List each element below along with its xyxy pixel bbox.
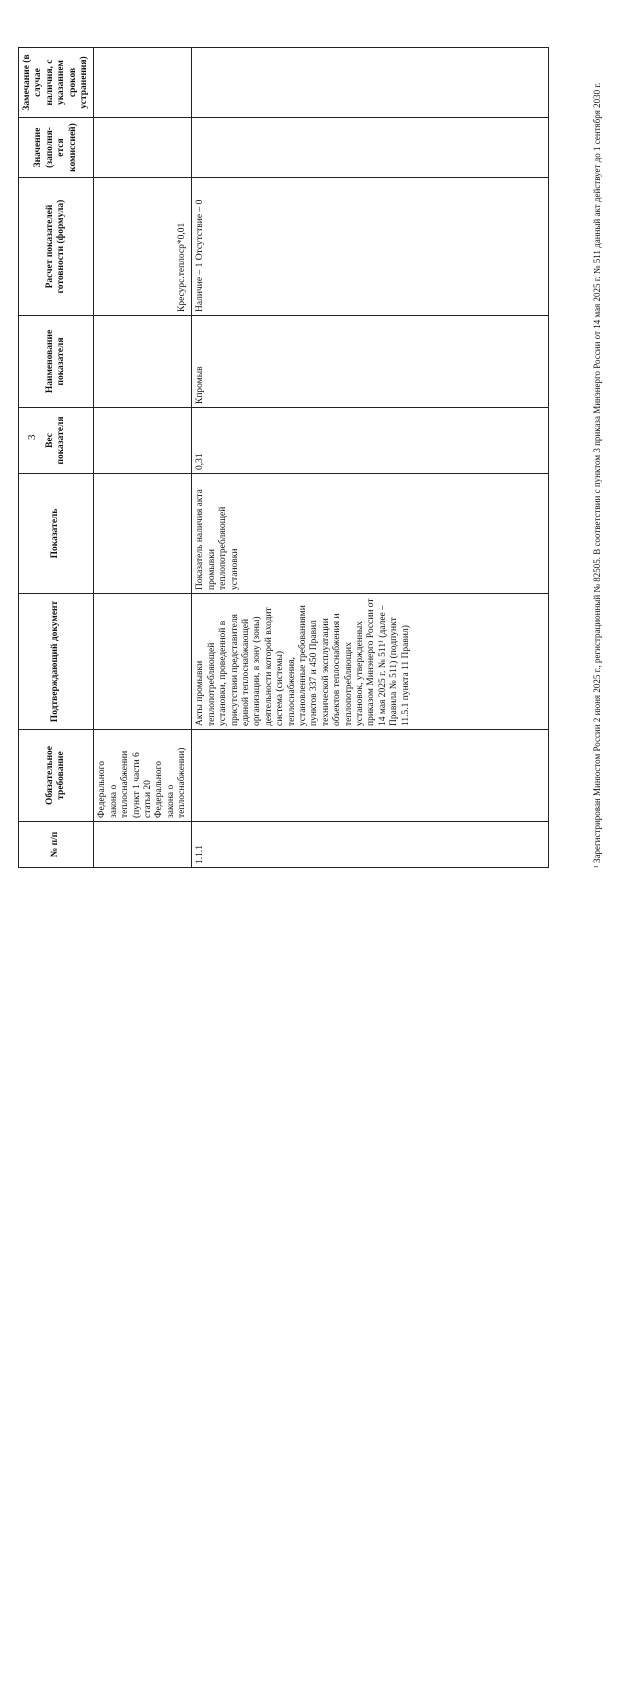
header-requirement: Обязательное требование xyxy=(19,730,94,822)
cell-requirement xyxy=(192,730,549,822)
header-weight: Вес показателя xyxy=(19,408,94,474)
cell-num xyxy=(94,822,192,868)
cell-num: 1.1.1 xyxy=(192,822,549,868)
cell-weight xyxy=(94,408,192,474)
header-formula: Расчет показателей готовности (формула) xyxy=(19,178,94,316)
requirements-table-sheet xyxy=(18,48,540,868)
header-name: Наименование показателя xyxy=(19,316,94,408)
cell-value xyxy=(192,118,549,178)
cell-value xyxy=(94,118,192,178)
header-indicator: Показатель xyxy=(19,474,94,594)
header-document: Подтверждающий документ xyxy=(19,594,94,730)
header-num: № п/п xyxy=(19,822,94,868)
cell-formula: Кресурс.теплоср*0,01 xyxy=(94,178,192,316)
cell-remark xyxy=(94,48,192,118)
cell-indicator: Показатель наличия акта промывки теплопотребляющей установки xyxy=(192,474,549,594)
cell-weight: 0,31 xyxy=(192,408,549,474)
cell-requirement: Федерального закона о теплоснабжении (пункт 1 части 6 статьи 20 Федерального закона о теплоснабжении) xyxy=(94,730,192,822)
cell-name xyxy=(94,316,192,408)
footnote-text: ¹ Зарегистрирован Минюстом России 2 июня 2025 г., регистрационный № 82505. В соответствии с пунктом 3 приказа Минэнерго России от 14 мая 2025 г. № 511 данный акт действует до 1 сентября 2030 г. xyxy=(592,82,602,868)
page-number: 3 xyxy=(26,434,38,440)
cell-name: Кпромыв xyxy=(192,316,549,408)
cell-document: Акты промывки теплопотребляющей установки, проведенной в присутствии представителя единой теплоснабжающей организации, в зону (зоны) деятельности которой входит система (системы) теплоснабжения, установленные требованиями пунктов 337 и 450 Правил технической эксплуатации объектов теплоснабжения и теплопотребляющих установок, утвержденных приказом Минэнерго России от 14 мая 2025 г. № 511¹ (далее – Правила № 511) (подпункт 11.5.1 пункта 11 Правил) xyxy=(192,594,549,730)
header-remark: Замечание (в случае наличия, с указанием сроков устранения) xyxy=(19,48,94,118)
table-row xyxy=(94,48,192,868)
footnote-block xyxy=(592,82,632,1688)
cell-indicator xyxy=(94,474,192,594)
requirements-table xyxy=(18,47,549,868)
header-row xyxy=(19,48,94,868)
header-value: Значение (заполня- ется комиссией) xyxy=(19,118,94,178)
cell-formula: Наличие – 1 Отсутствие – 0 xyxy=(192,178,549,316)
cell-remark xyxy=(192,48,549,118)
table-row xyxy=(192,48,549,868)
cell-document xyxy=(94,594,192,730)
